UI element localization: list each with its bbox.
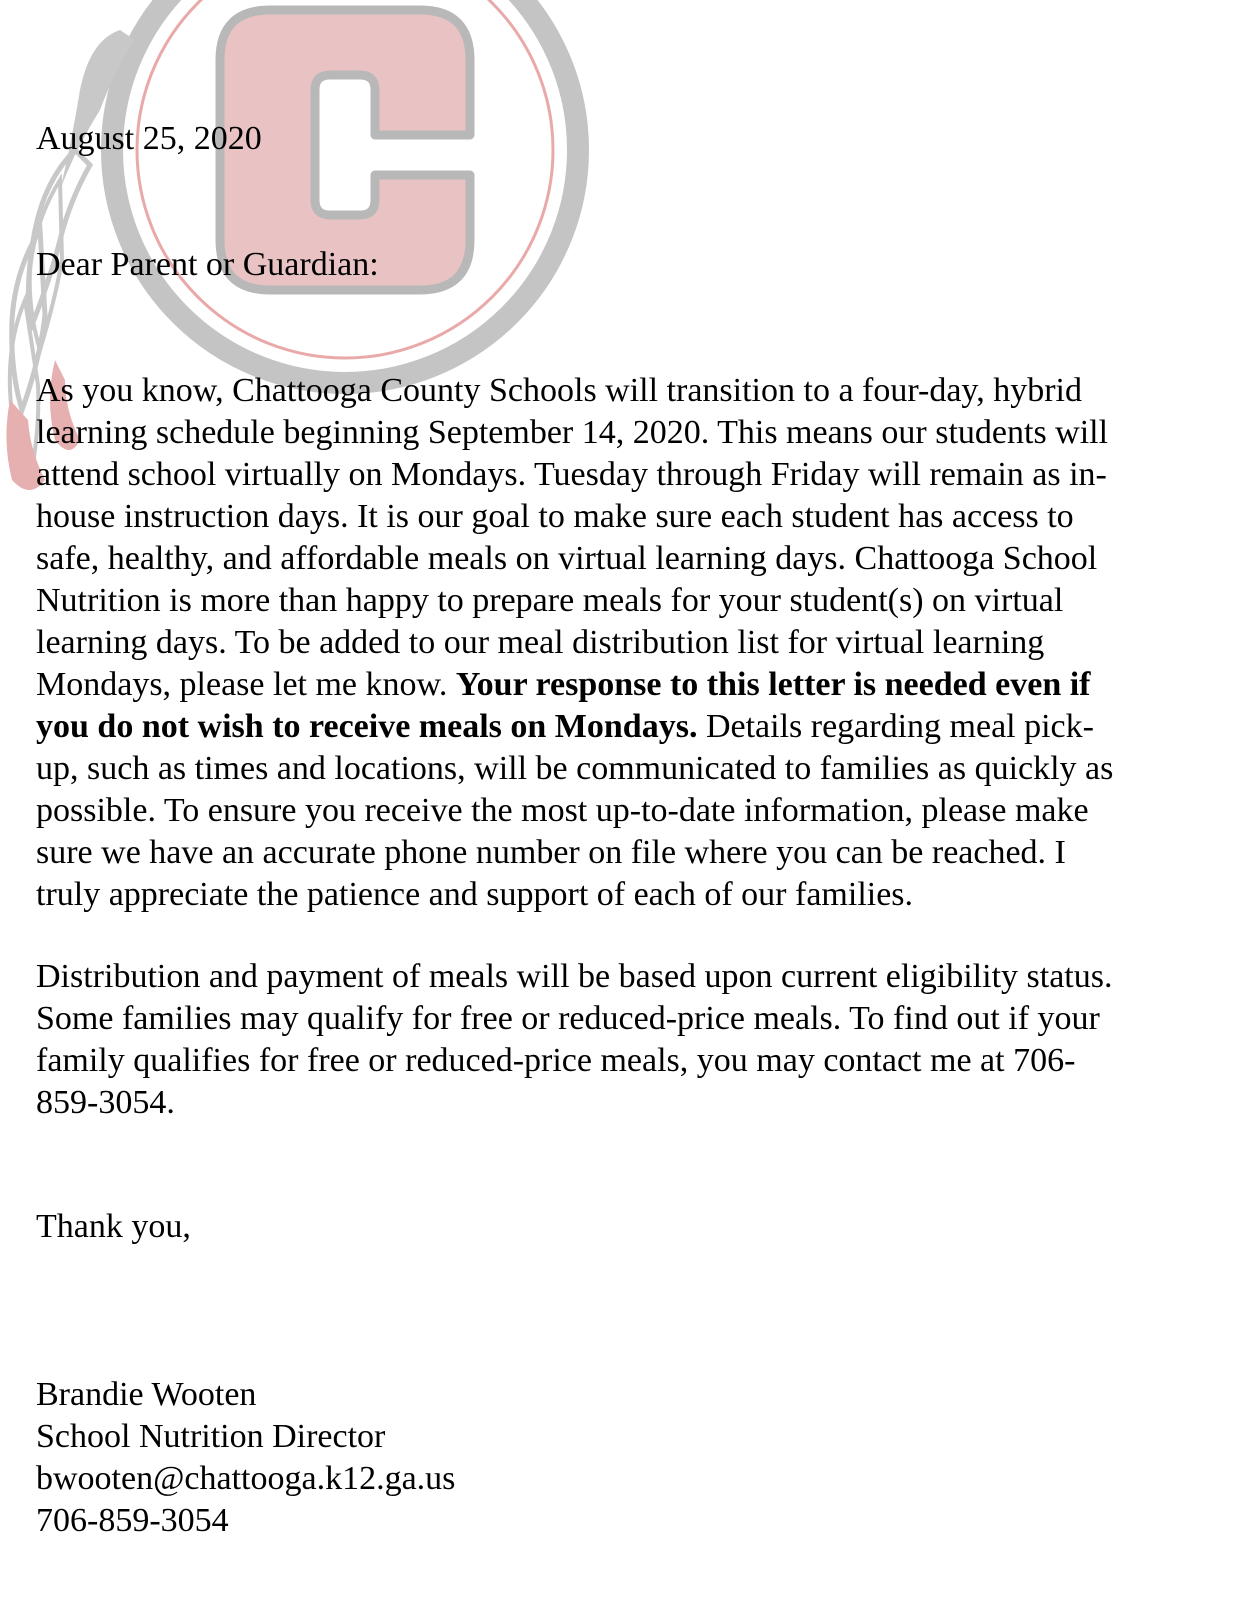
paragraph-line: possible. To ensure you receive the most up-to-date information, please make	[36, 792, 1089, 829]
paragraph-line: 859-3054.	[36, 1084, 175, 1121]
signature-title: School Nutrition Director	[36, 1418, 386, 1455]
paragraph-line: Some families may qualify for free or reduced-price meals. To find out if your	[36, 1000, 1100, 1037]
letter-salutation: Dear Parent or Guardian:	[36, 246, 379, 283]
paragraph-line: family qualifies for free or reduced-price meals, you may contact me at 706-	[36, 1042, 1076, 1079]
paragraph-line: house instruction days. It is our goal to make sure each student has access to	[36, 498, 1074, 535]
paragraph-line: Nutrition is more than happy to prepare meals for your student(s) on virtual	[36, 582, 1064, 619]
paragraph-line: safe, healthy, and affordable meals on virtual learning days. Chattooga School	[36, 540, 1098, 577]
paragraph-line: As you know, Chattooga County Schools will transition to a four-day, hybrid	[36, 372, 1082, 409]
paragraph-line	[36, 664, 1216, 706]
paragraph-line: up, such as times and locations, will be communicated to families as quickly as	[36, 750, 1114, 787]
paragraph-line	[36, 706, 1216, 748]
emphasis-text: Your response to this letter is needed even if	[455, 666, 1091, 703]
signature-name: Brandie Wooten	[36, 1376, 257, 1413]
paragraph-line: truly appreciate the patience and support of each of our families.	[36, 876, 914, 913]
paragraph-text: Details regarding meal pick-	[697, 708, 1094, 745]
signature-block	[36, 1374, 1216, 1542]
signature-email: bwooten@chattooga.k12.ga.us	[36, 1460, 456, 1497]
signature-phone: 706-859-3054	[36, 1502, 229, 1539]
letter-paragraph-1	[36, 370, 1216, 916]
paragraph-line: attend school virtually on Mondays. Tuesday through Friday will remain as in-	[36, 456, 1107, 493]
paragraph-line: learning schedule beginning September 14, 2020. This means our students will	[36, 414, 1109, 451]
paragraph-text: Mondays, please let me know.	[36, 666, 456, 703]
paragraph-line: sure we have an accurate phone number on file where you can be reached. I	[36, 834, 1066, 871]
paragraph-line: Distribution and payment of meals will be based upon current eligibility status.	[36, 958, 1113, 995]
emphasis-text: you do not wish to receive meals on Mondays.	[36, 708, 698, 745]
letter-date: August 25, 2020	[36, 120, 262, 157]
paragraph-line: learning days. To be added to our meal distribution list for virtual learning	[36, 624, 1045, 661]
letter-paragraph-2	[36, 956, 1216, 1124]
letter-closing: Thank you,	[36, 1208, 191, 1245]
